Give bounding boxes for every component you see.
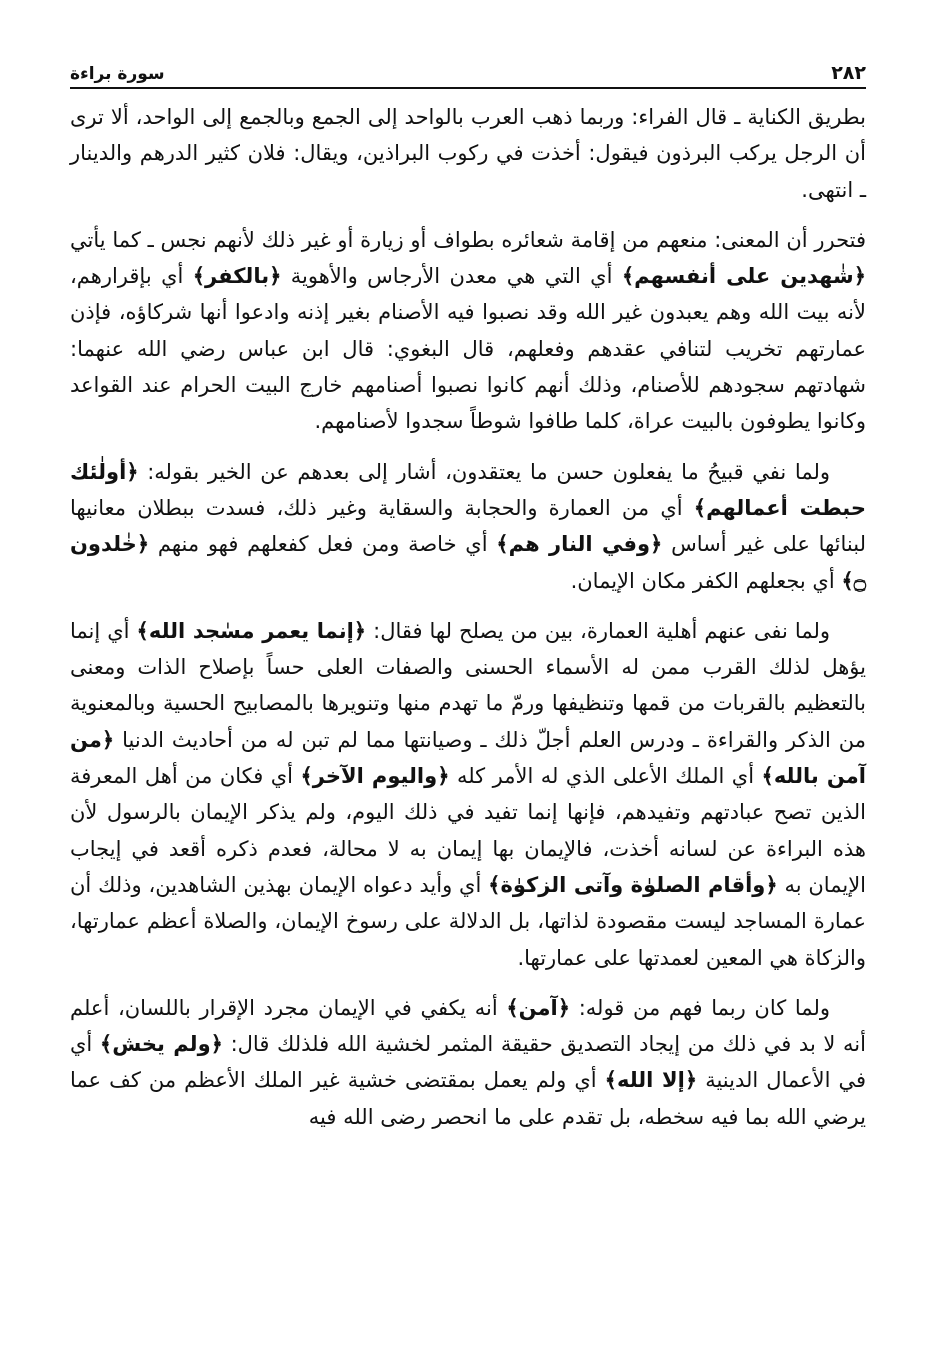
quran-quote: ﴿شٰهدين على أنفسهم﴾: [621, 264, 866, 289]
quran-quote: ﴿وفي النار هم﴾: [496, 532, 663, 557]
quran-quote: ﴿أولٰئك حبطت أعمالهم﴾: [70, 459, 866, 520]
paragraph: [70, 990, 866, 1135]
quran-quote: ﴿من آمن بالله﴾: [70, 727, 866, 789]
commentary-text: أي في الأعمال الدينية: [70, 1032, 866, 1093]
page-body: [70, 99, 866, 1135]
quran-quote: ﴿واليوم الآخر﴾: [300, 764, 450, 789]
commentary-text: فتحرر أن المعنى: منعهم من إقامة شعائره بطواف أو زيارة أو غير ذلك لأنهم نجس ـ كما يأتي: [70, 227, 866, 252]
page-header: [70, 52, 866, 89]
quran-quote: ﴿بالكفر﴾: [192, 264, 282, 289]
commentary-text: أي بإقرارهم، لأنه بيت الله وهم يعبدون غير الله وقد نصبوا فيه الأصنام بغير إذنه وادعوا أنها شركاؤه، فإذن عمارتهم تخريب لتنافي عقدهم وفعلهم، قال البغوي: قال ابن عباس رضي الله عنهما: شهادتهم سجودهم للأصنام، وذلك أنهم كانوا نصبوا أصنامهم خارج البيت الحرام عند القواعد وكانوا يطوفون بالبيت عراة، كلما طافوا شوطاً سجدوا لأصنامهم.: [70, 264, 866, 434]
commentary-text: أي وأيد دعواه الإيمان بهذين الشاهدين، وذلك أن عمارة المساجد ليست مقصودة لذاتها، بل الدلالة على رسوخ الإيمان، والصلاة أعظم عمارتها، والزكاة هي المعين لعمدتها على عمارتها.: [70, 872, 866, 970]
commentary-text: أي خاصة ومن فعل كفعلهم فهو منهم: [149, 532, 497, 557]
commentary-text: أي بجعلهم الكفر مكان الإيمان.: [570, 568, 842, 593]
paragraph: [70, 454, 866, 599]
quran-quote: ﴿آمن﴾: [506, 995, 571, 1020]
commentary-text: بطريق الكناية ـ قال الفراء: وربما ذهب العرب بالواحد إلى الجمع وبالجمع إلى الواحد، ألا ترى أن الرجل يركب البرذون فيقول: أخذت في ركوب البراذين، ويقال: فلان كثير الدرهم والدينار ـ انتهى.: [70, 105, 866, 202]
commentary-text: ولما كان ربما فهم من قوله:: [570, 995, 830, 1020]
commentary-text: أي التي هي معدن الأرجاس والأهوية: [281, 264, 622, 289]
page-number: ٢٨٢: [831, 62, 866, 84]
quran-quote: ﴿وأقام الصلوٰة وآتى الزكوٰة﴾: [488, 872, 778, 897]
commentary-text: ولما نفى عنهم أهلية العمارة، بين من يصلح لها فقال:: [366, 618, 831, 643]
commentary-text: أي ولم يعمل بمقتضى خشية غير الملك الأعظم من كف عما يرضي الله بما فيه سخطه، بل تقدم على ما انحصر رضى الله فيه: [70, 1068, 866, 1129]
paragraph: [70, 99, 866, 208]
commentary-text: أنه يكفي في الإيمان مجرد الإقرار باللسان، أعلم أنه لا بد في ذلك من إيجاد التصديق حقيقة المثمر لخشية الله فلذلك قال:: [70, 995, 866, 1057]
quran-quote: ﴿إلا الله﴾: [604, 1068, 698, 1093]
commentary-text: أي من العمارة والحجابة والسقاية وغير ذلك، فسدت ببطلان معانيها لبنائها على غير أساس: [70, 495, 866, 557]
commentary-text: أي فكان من أهل المعرفة الذين تصح عبادتهم وتفيدهم، فإنها إنما تفيد في ذلك اليوم، ولم يذكر الإيمان بالرسول لأن هذه البراءة عن لسانه أخذت، فالإيمان بها إيمان به لا محالة، فعدم ذكره أقعد في إيجاب الإيمان به: [70, 764, 866, 897]
commentary-text: أي الملك الأعلى الذي له الأمر كله: [449, 764, 762, 789]
paragraph: [70, 613, 866, 976]
quran-quote: ﴿ولم يخش﴾: [99, 1032, 223, 1057]
commentary-text: ولما نفي قبيحُ ما يفعلون حسن ما يعتقدون، أشار إلى بعدهم عن الخير بقوله:: [138, 459, 830, 484]
quran-quote: ﴿إنما يعمر مسٰجد الله﴾: [136, 618, 367, 643]
paragraph: [70, 222, 866, 440]
surah-name: سورة براءة: [70, 64, 165, 84]
book-page: [70, 52, 866, 1332]
commentary-text: أي إنما يؤهل لذلك القرب ممن له الأسماء الحسنى والصفات العلى حساً بإصلاح الذات ومعنى بالتعظيم بالقربات من قمها وتنظيفها ورمّ ما تهدم منها وتنويرها بالمصابيح الحسية وبالمعنوية من الذكر والقراءة ـ ودرس العلم أجلّ ذلك ـ وصيانتها مما لم تبن له من أحاديث الدنيا: [70, 618, 866, 752]
quran-quote: ﴿خٰلدون ۝﴾: [70, 532, 866, 593]
